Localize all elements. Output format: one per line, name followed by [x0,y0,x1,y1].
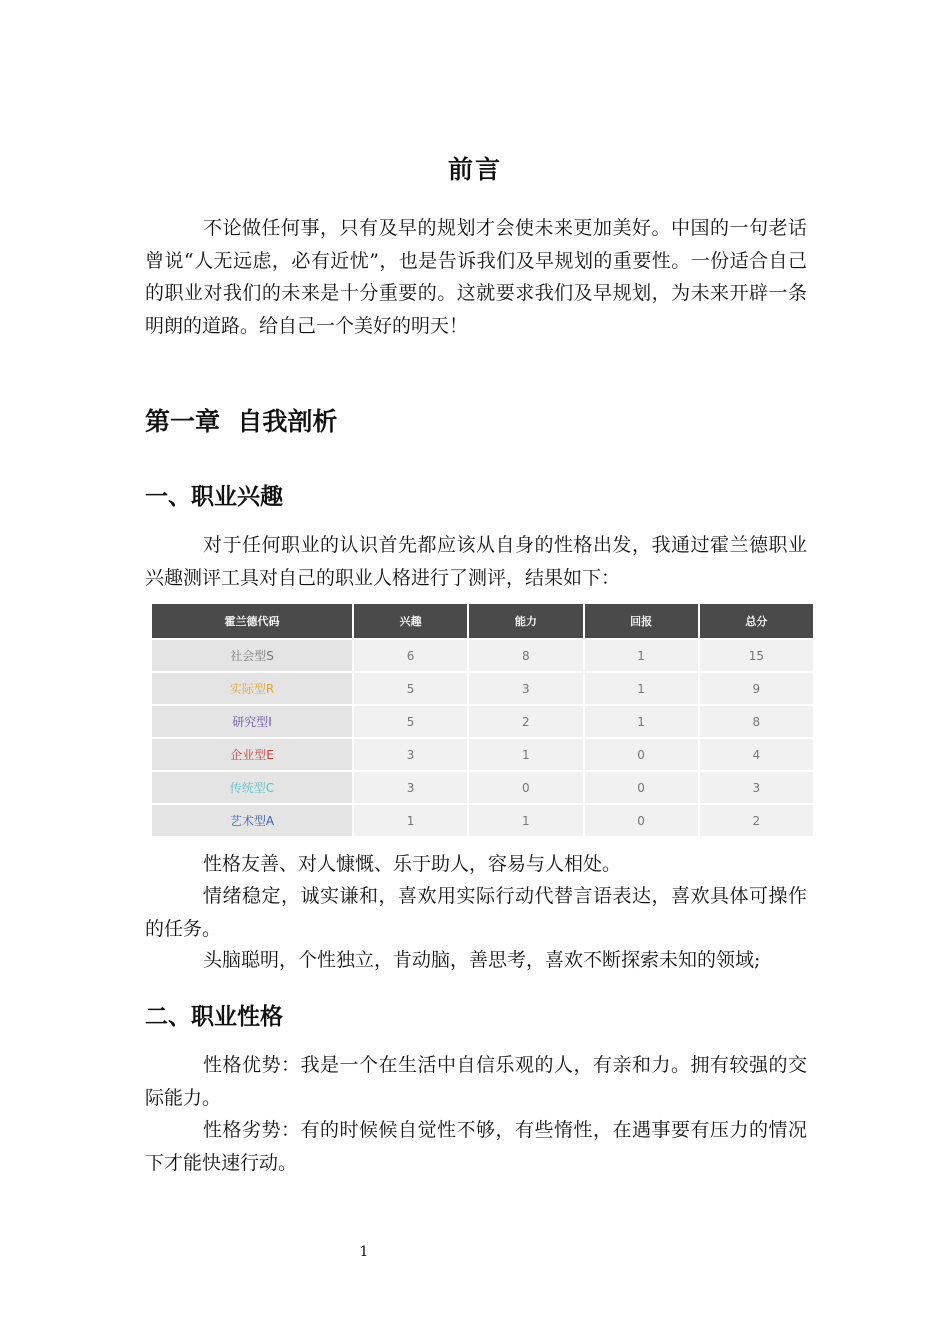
interest-intro: 对于任何职业的认识首先都应该从自身的性格出发，我通过霍兰德职业兴趣测评工具对自己的职业人格进行了测评，结果如下： [145,534,807,589]
cell-ability: 1 [469,803,582,836]
header-interest: 兴趣 [354,604,467,638]
cell-interest: 3 [354,770,467,803]
table-row [152,704,813,737]
cell-interest: 5 [354,704,467,737]
cell-total: 2 [700,803,813,836]
cell-interest: 3 [354,737,467,770]
holland-result-table [150,604,815,836]
row-type: 艺术型A [152,803,352,836]
row-type: 社会型S [152,638,352,671]
cell-ability: 8 [469,638,582,671]
row-type: 研究型I [152,704,352,737]
personality-strength: 性格优势：我是一个在生活中自信乐观的人，有亲和力。拥有较强的交际能力。 [145,1054,807,1109]
header-reward: 回报 [585,604,698,638]
preface-paragraph: 不论做任何事，只有及早的规划才会使未来更加美好。中国的一句老话曾说“人无远虑，必有近忧”，也是告诉我们及早规划的重要性。一份适合自己的职业对我们的未来是十分重要的。这就要求我们及早规划，为未来开辟一条明朗的道路。给自己一个美好的明天！ [145,217,807,337]
table-row [152,770,813,803]
cell-ability: 1 [469,737,582,770]
table-body [152,638,813,836]
header-total: 总分 [700,604,813,638]
cell-interest: 1 [354,803,467,836]
table-row [152,803,813,836]
cell-total: 9 [700,671,813,704]
cell-reward: 1 [585,638,698,671]
section-title-personality: 二、职业性格 [145,1004,283,1030]
cell-interest: 6 [354,638,467,671]
cell-interest: 5 [354,671,467,704]
header-ability: 能力 [469,604,582,638]
trait-line: 情绪稳定，诚实谦和，喜欢用实际行动代替言语表达，喜欢具体可操作的任务。 [145,885,807,940]
cell-ability: 3 [469,671,582,704]
cell-reward: 0 [585,737,698,770]
section-title-interest: 一、职业兴趣 [145,484,283,510]
cell-ability: 0 [469,770,582,803]
personality-weakness: 性格劣势：有的时候候自觉性不够，有些惰性，在遇事要有压力的情况下才能快速行动。 [145,1119,807,1174]
table-row [152,638,813,671]
table-header-row [152,604,813,638]
row-type: 实际型R [152,671,352,704]
cell-reward: 1 [585,671,698,704]
cell-total: 8 [700,704,813,737]
cell-total: 4 [700,737,813,770]
chapter-title: 第一章 自我剖析 [145,407,338,436]
table-row [152,671,813,704]
cell-reward: 0 [585,803,698,836]
table-row [152,737,813,770]
cell-reward: 1 [585,704,698,737]
page-number: 1 [359,1244,369,1260]
row-type: 企业型E [152,737,352,770]
header-code: 霍兰德代码 [152,604,352,638]
trait-line: 头脑聪明，个性独立，肯动脑，善思考，喜欢不断探索未知的领域; [203,949,761,971]
cell-total: 15 [700,638,813,671]
cell-total: 3 [700,770,813,803]
row-type: 传统型C [152,770,352,803]
cell-ability: 2 [469,704,582,737]
cell-reward: 0 [585,770,698,803]
preface-title: 前言 [447,155,502,184]
trait-line: 性格友善、对人慷慨、乐于助人，容易与人相处。 [203,853,622,875]
